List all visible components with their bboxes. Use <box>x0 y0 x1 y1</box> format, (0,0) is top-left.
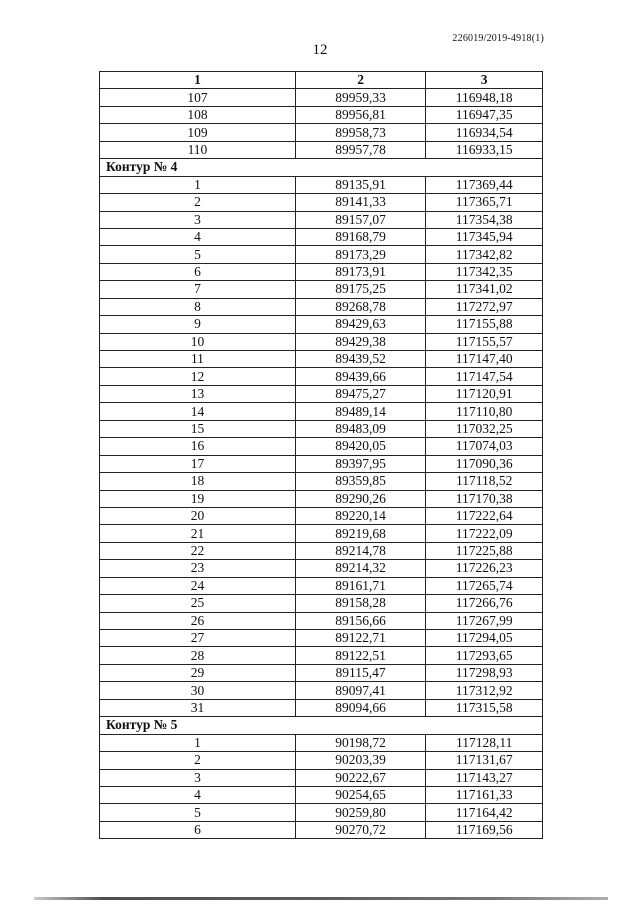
x-coordinate-cell: 89097,41 <box>295 682 425 699</box>
x-coordinate-cell: 89141,33 <box>295 194 425 211</box>
point-number-cell: 8 <box>100 298 296 315</box>
y-coordinate-cell: 117294,05 <box>426 630 543 647</box>
y-coordinate-cell: 117225,88 <box>426 542 543 559</box>
x-coordinate-cell: 89122,71 <box>295 630 425 647</box>
x-coordinate-cell: 89439,52 <box>295 351 425 368</box>
table-row <box>100 176 543 193</box>
point-number-cell: 3 <box>100 769 296 786</box>
point-number-cell: 31 <box>100 699 296 716</box>
y-coordinate-cell: 117265,74 <box>426 577 543 594</box>
x-coordinate-cell: 89956,81 <box>295 106 425 123</box>
point-number-cell: 25 <box>100 595 296 612</box>
point-number-cell: 23 <box>100 560 296 577</box>
x-coordinate-cell: 89959,33 <box>295 89 425 106</box>
point-number-cell: 12 <box>100 368 296 385</box>
point-number-cell: 6 <box>100 821 296 838</box>
x-coordinate-cell: 89489,14 <box>295 403 425 420</box>
table-row <box>100 89 543 106</box>
point-number-cell: 109 <box>100 124 296 141</box>
y-coordinate-cell: 117147,40 <box>426 351 543 368</box>
point-number-cell: 10 <box>100 333 296 350</box>
table-row <box>100 333 543 350</box>
x-coordinate-cell: 89158,28 <box>295 595 425 612</box>
table-row <box>100 385 543 402</box>
section-label: Контур № 5 <box>100 717 543 734</box>
point-number-cell: 19 <box>100 490 296 507</box>
x-coordinate-cell: 89161,71 <box>295 577 425 594</box>
point-number-cell: 17 <box>100 455 296 472</box>
table-row <box>100 246 543 263</box>
table-row <box>100 525 543 542</box>
y-coordinate-cell: 116934,54 <box>426 124 543 141</box>
section-row <box>100 159 543 176</box>
x-coordinate-cell: 89429,63 <box>295 316 425 333</box>
table-row <box>100 821 543 838</box>
point-number-cell: 29 <box>100 664 296 681</box>
table-row <box>100 438 543 455</box>
x-coordinate-cell: 90222,67 <box>295 769 425 786</box>
y-coordinate-cell: 117272,97 <box>426 298 543 315</box>
y-coordinate-cell: 117341,02 <box>426 281 543 298</box>
y-coordinate-cell: 117161,33 <box>426 786 543 803</box>
table-row <box>100 664 543 681</box>
x-coordinate-cell: 89290,26 <box>295 490 425 507</box>
table-row <box>100 141 543 158</box>
y-coordinate-cell: 117369,44 <box>426 176 543 193</box>
table-row <box>100 595 543 612</box>
table-row <box>100 124 543 141</box>
point-number-cell: 9 <box>100 316 296 333</box>
table-row <box>100 577 543 594</box>
coordinates-table <box>99 71 543 839</box>
table-row <box>100 786 543 803</box>
x-coordinate-cell: 89219,68 <box>295 525 425 542</box>
table-row <box>100 769 543 786</box>
x-coordinate-cell: 89168,79 <box>295 228 425 245</box>
table-row <box>100 542 543 559</box>
y-coordinate-cell: 117267,99 <box>426 612 543 629</box>
y-coordinate-cell: 117169,56 <box>426 821 543 838</box>
point-number-cell: 28 <box>100 647 296 664</box>
y-coordinate-cell: 117164,42 <box>426 804 543 821</box>
table-row <box>100 734 543 751</box>
y-coordinate-cell: 117170,38 <box>426 490 543 507</box>
point-number-cell: 15 <box>100 420 296 437</box>
table-row <box>100 403 543 420</box>
table-row <box>100 612 543 629</box>
point-number-cell: 5 <box>100 804 296 821</box>
x-coordinate-cell: 89475,27 <box>295 385 425 402</box>
x-coordinate-cell: 90198,72 <box>295 734 425 751</box>
table-row <box>100 316 543 333</box>
y-coordinate-cell: 116933,15 <box>426 141 543 158</box>
point-number-cell: 14 <box>100 403 296 420</box>
column-header: 2 <box>295 72 425 89</box>
y-coordinate-cell: 117155,57 <box>426 333 543 350</box>
y-coordinate-cell: 117365,71 <box>426 194 543 211</box>
x-coordinate-cell: 89429,38 <box>295 333 425 350</box>
point-number-cell: 30 <box>100 682 296 699</box>
table-row <box>100 473 543 490</box>
x-coordinate-cell: 89122,51 <box>295 647 425 664</box>
y-coordinate-cell: 117298,93 <box>426 664 543 681</box>
table-row <box>100 106 543 123</box>
x-coordinate-cell: 89957,78 <box>295 141 425 158</box>
y-coordinate-cell: 117266,76 <box>426 595 543 612</box>
scan-artifact-line <box>34 897 608 900</box>
table-row <box>100 194 543 211</box>
x-coordinate-cell: 89958,73 <box>295 124 425 141</box>
x-coordinate-cell: 89483,09 <box>295 420 425 437</box>
y-coordinate-cell: 117293,65 <box>426 647 543 664</box>
point-number-cell: 22 <box>100 542 296 559</box>
point-number-cell: 6 <box>100 263 296 280</box>
x-coordinate-cell: 89359,85 <box>295 473 425 490</box>
point-number-cell: 1 <box>100 734 296 751</box>
table-row <box>100 752 543 769</box>
y-coordinate-cell: 117222,64 <box>426 507 543 524</box>
x-coordinate-cell: 89420,05 <box>295 438 425 455</box>
point-number-cell: 4 <box>100 786 296 803</box>
x-coordinate-cell: 90270,72 <box>295 821 425 838</box>
point-number-cell: 11 <box>100 351 296 368</box>
x-coordinate-cell: 89214,78 <box>295 542 425 559</box>
y-coordinate-cell: 117155,88 <box>426 316 543 333</box>
point-number-cell: 24 <box>100 577 296 594</box>
x-coordinate-cell: 90259,80 <box>295 804 425 821</box>
y-coordinate-cell: 117131,67 <box>426 752 543 769</box>
point-number-cell: 5 <box>100 246 296 263</box>
y-coordinate-cell: 117147,54 <box>426 368 543 385</box>
x-coordinate-cell: 90203,39 <box>295 752 425 769</box>
table-row <box>100 682 543 699</box>
table-row <box>100 263 543 280</box>
table-row <box>100 490 543 507</box>
y-coordinate-cell: 117128,11 <box>426 734 543 751</box>
table-row <box>100 455 543 472</box>
point-number-cell: 7 <box>100 281 296 298</box>
x-coordinate-cell: 90254,65 <box>295 786 425 803</box>
y-coordinate-cell: 117342,35 <box>426 263 543 280</box>
point-number-cell: 13 <box>100 385 296 402</box>
point-number-cell: 21 <box>100 525 296 542</box>
x-coordinate-cell: 89439,66 <box>295 368 425 385</box>
y-coordinate-cell: 117118,52 <box>426 473 543 490</box>
point-number-cell: 2 <box>100 752 296 769</box>
page-number: 12 <box>312 42 328 58</box>
y-coordinate-cell: 117143,27 <box>426 769 543 786</box>
document-id: 226019/2019-4918(1) <box>452 33 544 44</box>
point-number-cell: 2 <box>100 194 296 211</box>
point-number-cell: 16 <box>100 438 296 455</box>
y-coordinate-cell: 117222,09 <box>426 525 543 542</box>
x-coordinate-cell: 89135,91 <box>295 176 425 193</box>
point-number-cell: 110 <box>100 141 296 158</box>
table-row <box>100 647 543 664</box>
table-row <box>100 630 543 647</box>
table-row <box>100 560 543 577</box>
x-coordinate-cell: 89173,91 <box>295 263 425 280</box>
point-number-cell: 26 <box>100 612 296 629</box>
table-body <box>100 89 543 839</box>
y-coordinate-cell: 117345,94 <box>426 228 543 245</box>
section-row <box>100 717 543 734</box>
x-coordinate-cell: 89214,32 <box>295 560 425 577</box>
point-number-cell: 1 <box>100 176 296 193</box>
table-row <box>100 298 543 315</box>
point-number-cell: 4 <box>100 228 296 245</box>
y-coordinate-cell: 117342,82 <box>426 246 543 263</box>
point-number-cell: 107 <box>100 89 296 106</box>
y-coordinate-cell: 116948,18 <box>426 89 543 106</box>
y-coordinate-cell: 117226,23 <box>426 560 543 577</box>
table-row <box>100 368 543 385</box>
table-row <box>100 507 543 524</box>
y-coordinate-cell: 117110,80 <box>426 403 543 420</box>
point-number-cell: 20 <box>100 507 296 524</box>
x-coordinate-cell: 89157,07 <box>295 211 425 228</box>
table-row <box>100 281 543 298</box>
table-row <box>100 804 543 821</box>
table-row <box>100 228 543 245</box>
column-header: 1 <box>100 72 296 89</box>
y-coordinate-cell: 116947,35 <box>426 106 543 123</box>
table-header-row <box>100 72 543 89</box>
x-coordinate-cell: 89397,95 <box>295 455 425 472</box>
y-coordinate-cell: 117312,92 <box>426 682 543 699</box>
table-row <box>100 211 543 228</box>
x-coordinate-cell: 89220,14 <box>295 507 425 524</box>
table-row <box>100 420 543 437</box>
y-coordinate-cell: 117354,38 <box>426 211 543 228</box>
y-coordinate-cell: 117074,03 <box>426 438 543 455</box>
x-coordinate-cell: 89173,29 <box>295 246 425 263</box>
x-coordinate-cell: 89175,25 <box>295 281 425 298</box>
x-coordinate-cell: 89268,78 <box>295 298 425 315</box>
y-coordinate-cell: 117090,36 <box>426 455 543 472</box>
x-coordinate-cell: 89094,66 <box>295 699 425 716</box>
point-number-cell: 18 <box>100 473 296 490</box>
x-coordinate-cell: 89115,47 <box>295 664 425 681</box>
point-number-cell: 27 <box>100 630 296 647</box>
section-label: Контур № 4 <box>100 159 543 176</box>
x-coordinate-cell: 89156,66 <box>295 612 425 629</box>
y-coordinate-cell: 117315,58 <box>426 699 543 716</box>
point-number-cell: 108 <box>100 106 296 123</box>
point-number-cell: 3 <box>100 211 296 228</box>
y-coordinate-cell: 117032,25 <box>426 420 543 437</box>
y-coordinate-cell: 117120,91 <box>426 385 543 402</box>
column-header: 3 <box>426 72 543 89</box>
table-row <box>100 351 543 368</box>
table-row <box>100 699 543 716</box>
